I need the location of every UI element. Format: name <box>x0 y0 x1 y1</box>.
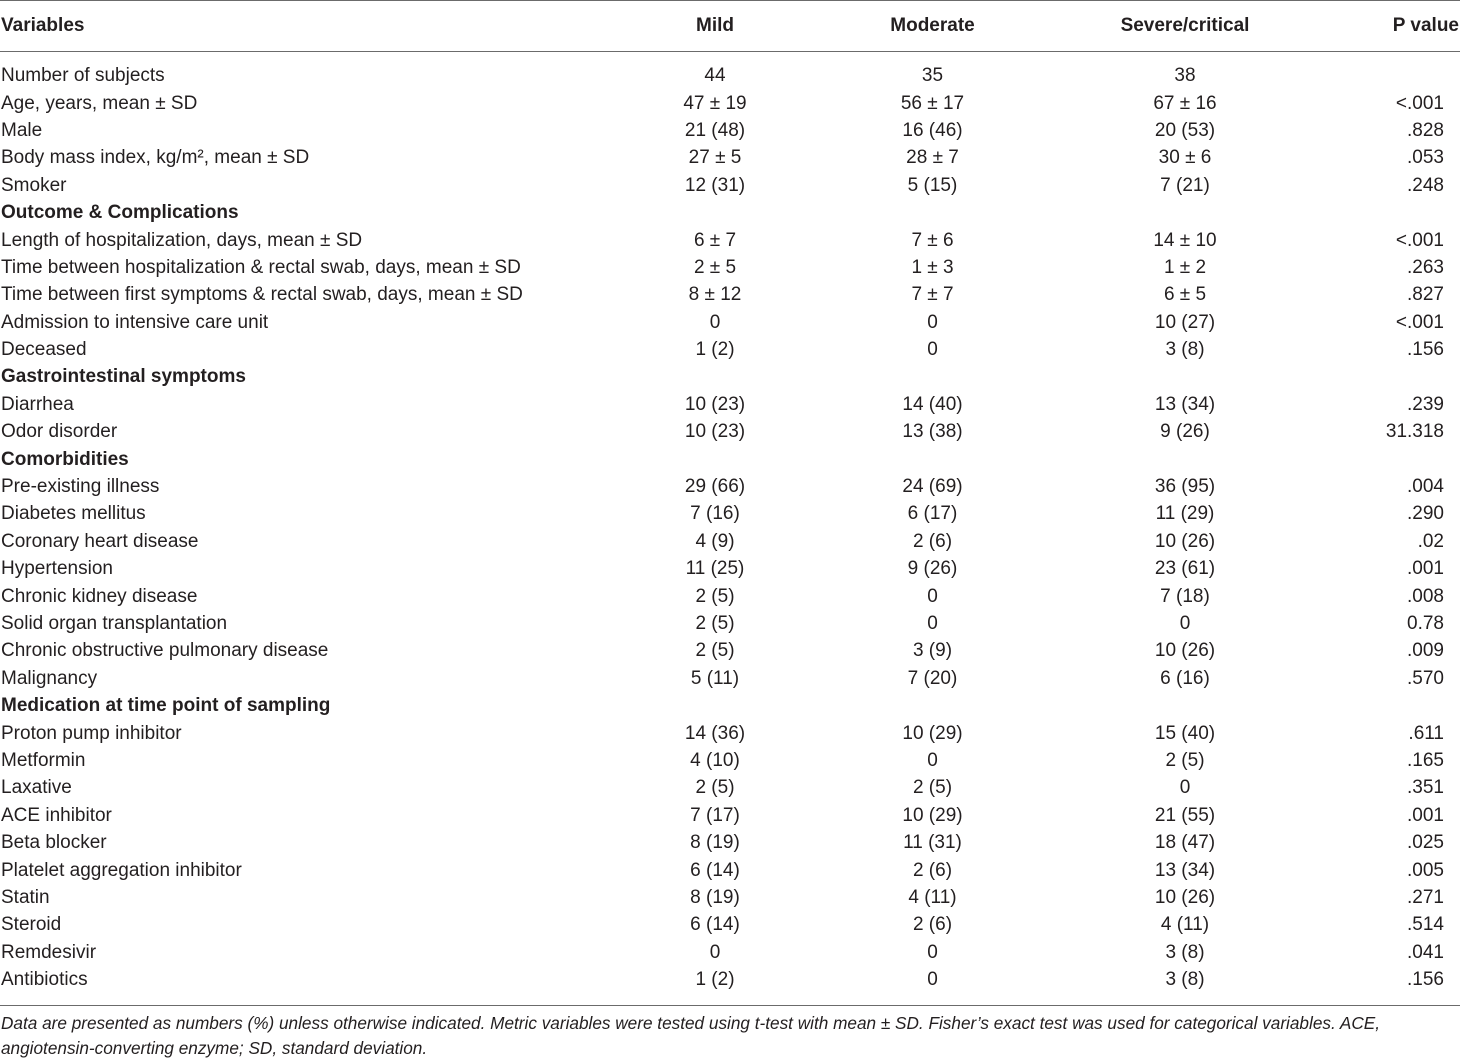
cell-moderate: 0 <box>927 969 938 991</box>
cell-variable: Body mass index, kg/m², mean ± SD <box>1 147 310 169</box>
cell-p-value: .02 <box>1417 530 1444 552</box>
cell-severe-critical: 0 <box>1179 613 1191 634</box>
cell-mild: 6 ± 7 <box>693 229 737 251</box>
cell-variable: Remdesivir <box>1 941 97 963</box>
cell-severe-critical: 7 (21) <box>1160 174 1210 196</box>
table-row <box>0 254 1460 281</box>
cell-severe-critical: 14 ± 10 <box>1153 229 1217 251</box>
cell-p-value: .156 <box>1407 969 1444 991</box>
table-row <box>0 966 1460 993</box>
table-row <box>0 528 1460 555</box>
cell-variable: Time between hospitalization & rectal swab, days, mean ± SD <box>1 256 521 278</box>
cell-moderate: 0 <box>927 311 938 333</box>
cell-mild: 2 (5) <box>695 585 735 607</box>
cell-severe-critical: 10 (27) <box>1154 311 1216 333</box>
table-row <box>0 473 1460 500</box>
cell-variable: Coronary heart disease <box>1 530 199 552</box>
cell-mild: 21 (48) <box>684 119 746 141</box>
cell-moderate: 56 ± 17 <box>900 92 965 114</box>
cell-p-value: 31.318 <box>1385 421 1444 443</box>
cell-severe-critical: 4 (11) <box>1160 914 1210 936</box>
header-moderate: Moderate <box>890 15 975 36</box>
table-row <box>0 719 1460 746</box>
cell-variable: Steroid <box>1 914 62 936</box>
cell-severe-critical: 67 ± 16 <box>1153 92 1217 114</box>
cell-severe-critical: 3 (8) <box>1165 339 1205 361</box>
cell-severe-critical: 9 (26) <box>1160 421 1210 443</box>
cell-mild: 8 (19) <box>690 832 740 854</box>
cell-mild: 1 (2) <box>695 339 735 361</box>
cell-p-value: .001 <box>1407 804 1444 826</box>
table-row <box>0 829 1460 856</box>
section-title: Outcome & Complications <box>1 202 239 224</box>
table-row <box>0 884 1460 911</box>
cell-mild: 11 (25) <box>685 558 745 580</box>
cell-moderate: 28 ± 7 <box>906 147 959 169</box>
section-title: Gastrointestinal symptoms <box>1 366 246 388</box>
cell-variable: Diarrhea <box>1 393 74 415</box>
cell-severe-critical: 10 (26) <box>1154 886 1216 908</box>
cell-variable: Solid organ transplantation <box>1 613 228 634</box>
table-row <box>0 939 1460 966</box>
cell-variable: Pre-existing illness <box>1 476 160 498</box>
cell-variable: Number of subjects <box>1 65 165 87</box>
cell-variable: Metformin <box>1 749 86 771</box>
cell-p-value: .271 <box>1407 886 1444 908</box>
cell-variable: Antibiotics <box>1 969 88 991</box>
cell-severe-critical: 1 ± 2 <box>1163 256 1207 278</box>
cell-moderate: 7 ± 7 <box>911 284 954 306</box>
cell-variable: Time between first symptoms & rectal swab, days, mean ± SD <box>1 284 523 306</box>
cell-moderate: 4 (11) <box>908 886 957 908</box>
cell-severe-critical: 6 ± 5 <box>1163 284 1207 306</box>
cell-severe-critical: 7 (18) <box>1160 585 1210 607</box>
cell-moderate: 2 (5) <box>912 777 953 799</box>
cell-moderate: 0 <box>927 585 938 607</box>
cell-moderate: 10 (29) <box>902 722 963 744</box>
header-spacer <box>0 52 1460 62</box>
table-footnote: Data are presented as numbers (%) unless otherwise indicated. Metric variables were tested using t-test with mean ± SD. Fisher’s exact test was used for categorical variables. ACE, angiotensin-converting enzyme; SD, standard deviation. <box>1 1013 1380 1058</box>
cell-moderate: 1 ± 3 <box>911 256 954 278</box>
table-header <box>0 0 1460 52</box>
cell-p-value: .827 <box>1407 284 1444 306</box>
cell-moderate: 11 (31) <box>903 832 962 854</box>
cell-variable: Hypertension <box>1 558 113 580</box>
cell-variable: Male <box>1 119 43 141</box>
cell-mild: 27 ± 5 <box>688 147 742 169</box>
cell-p-value: .005 <box>1407 859 1444 881</box>
cell-mild: 10 (23) <box>684 421 746 443</box>
cell-p-value: .263 <box>1407 256 1444 278</box>
cell-moderate: 5 (15) <box>907 174 958 196</box>
cell-moderate: 9 (26) <box>907 558 958 580</box>
cell-variable: Chronic obstructive pulmonary disease <box>1 640 329 662</box>
cell-severe-critical: 13 (34) <box>1154 393 1216 415</box>
cell-mild: 6 (14) <box>690 859 740 881</box>
cell-mild: 8 ± 12 <box>688 284 742 306</box>
cell-moderate: 16 (46) <box>902 119 963 141</box>
cell-variable: Chronic kidney disease <box>1 585 198 607</box>
table-row <box>0 500 1460 527</box>
section-title: Medication at time point of sampling <box>1 695 331 717</box>
cell-mild: 6 (14) <box>690 914 740 936</box>
cell-p-value: .156 <box>1407 339 1444 361</box>
table-row <box>0 856 1460 883</box>
table-body <box>0 52 1460 993</box>
cell-variable: Odor disorder <box>1 421 118 443</box>
table-row <box>0 637 1460 664</box>
cell-p-value: .165 <box>1407 749 1444 771</box>
section-header-row <box>0 445 1460 472</box>
cell-severe-critical: 21 (55) <box>1154 804 1216 826</box>
cell-mild: 47 ± 19 <box>683 92 747 114</box>
cell-moderate: 14 (40) <box>902 393 963 415</box>
cell-mild: 2 ± 5 <box>693 256 737 278</box>
cell-p-value: .611 <box>1408 722 1444 744</box>
cell-p-value: .004 <box>1407 476 1444 498</box>
cell-p-value: .248 <box>1407 174 1444 196</box>
cell-variable: Smoker <box>1 174 67 196</box>
cell-p-value: <.001 <box>1395 229 1444 251</box>
cell-variable: Statin <box>1 886 50 908</box>
cell-severe-critical: 3 (8) <box>1165 941 1205 963</box>
cell-moderate: 3 (9) <box>912 640 953 662</box>
cell-mild: 7 (17) <box>690 804 740 826</box>
cell-moderate: 10 (29) <box>902 804 963 826</box>
cell-p-value: .009 <box>1407 640 1444 662</box>
cell-p-value: <.001 <box>1395 92 1444 114</box>
table-row <box>0 665 1460 692</box>
cell-variable: Beta blocker <box>1 832 107 854</box>
cell-p-value: .053 <box>1407 147 1444 169</box>
cell-severe-critical: 2 (5) <box>1165 749 1205 771</box>
table-row <box>0 911 1460 938</box>
cell-mild: 0 <box>709 941 721 963</box>
cell-mild: 0 <box>709 311 721 333</box>
cell-variable: Malignancy <box>1 667 98 689</box>
table-row <box>0 172 1460 199</box>
header-severe-critical: Severe/critical <box>1120 15 1250 36</box>
cell-p-value: .514 <box>1407 914 1444 936</box>
cell-severe-critical: 11 (29) <box>1155 503 1215 525</box>
table-row <box>0 309 1460 336</box>
table-row <box>0 610 1460 637</box>
cell-moderate: 6 (17) <box>907 503 958 525</box>
section-title: Comorbidities <box>1 448 129 470</box>
cell-variable: Diabetes mellitus <box>1 503 146 525</box>
cell-variable: Platelet aggregation inhibitor <box>1 859 242 881</box>
cell-mild: 7 (16) <box>690 503 740 525</box>
table-row <box>0 802 1460 829</box>
cell-p-value <box>1330 62 1460 89</box>
cell-mild: 44 <box>704 65 726 87</box>
table-row <box>0 89 1460 116</box>
cell-severe-critical: 30 ± 6 <box>1158 147 1212 169</box>
cell-severe-critical: 36 (95) <box>1154 476 1216 498</box>
cell-p-value: .025 <box>1407 832 1444 854</box>
cell-moderate: 24 (69) <box>902 476 963 498</box>
cell-mild: 12 (31) <box>684 174 746 196</box>
cell-mild: 4 (10) <box>690 749 740 771</box>
cell-moderate: 0 <box>927 941 938 963</box>
cell-severe-critical: 10 (26) <box>1154 640 1216 662</box>
cell-mild: 10 (23) <box>684 393 746 415</box>
cell-moderate: 0 <box>927 749 938 771</box>
cell-p-value: <.001 <box>1395 311 1444 333</box>
cell-mild: 2 (5) <box>695 640 735 662</box>
table-row <box>0 144 1460 171</box>
header-p-value: P value <box>1392 15 1459 36</box>
cell-mild: 2 (5) <box>695 777 735 799</box>
table-row <box>0 391 1460 418</box>
cell-moderate: 2 (6) <box>912 859 953 881</box>
cell-mild: 5 (11) <box>690 667 740 689</box>
cell-p-value: .290 <box>1407 503 1444 525</box>
cell-moderate: 2 (6) <box>912 530 953 552</box>
cell-moderate: 35 <box>921 65 944 87</box>
cell-severe-critical: 10 (26) <box>1154 530 1216 552</box>
cell-p-value: 0.78 <box>1407 613 1444 634</box>
cell-mild: 8 (19) <box>690 886 740 908</box>
table-row <box>0 555 1460 582</box>
cell-variable: Deceased <box>1 339 87 361</box>
table-row <box>0 747 1460 774</box>
cell-p-value: .828 <box>1407 119 1444 141</box>
table-row <box>0 117 1460 144</box>
cell-severe-critical: 6 (16) <box>1160 667 1210 689</box>
header-mild: Mild <box>696 15 734 36</box>
cell-moderate: 0 <box>927 339 938 361</box>
cell-severe-critical: 0 <box>1179 777 1191 799</box>
cell-severe-critical: 13 (34) <box>1154 859 1216 881</box>
cell-variable: Proton pump inhibitor <box>1 722 182 744</box>
cell-variable: Age, years, mean ± SD <box>1 92 198 114</box>
cell-p-value: .041 <box>1407 941 1444 963</box>
cell-mild: 1 (2) <box>695 969 735 991</box>
cell-mild: 4 (9) <box>695 530 735 552</box>
cell-variable: ACE inhibitor <box>1 804 112 826</box>
cell-moderate: 2 (6) <box>912 914 953 936</box>
cell-variable: Length of hospitalization, days, mean ± SD <box>1 229 363 251</box>
table-row <box>0 582 1460 609</box>
cell-p-value: .351 <box>1407 777 1444 799</box>
cell-p-value: .001 <box>1407 558 1444 580</box>
cell-moderate: 13 (38) <box>902 421 963 443</box>
table-row <box>0 281 1460 308</box>
table-bottom-rule <box>0 1005 1460 1006</box>
cell-severe-critical: 15 (40) <box>1154 722 1216 744</box>
table-row <box>0 336 1460 363</box>
cell-variable: Laxative <box>1 777 72 799</box>
section-header-row <box>0 692 1460 719</box>
cell-moderate: 7 ± 6 <box>911 229 954 251</box>
table-row <box>0 418 1460 445</box>
cell-variable: Admission to intensive care unit <box>1 311 269 333</box>
section-header-row <box>0 363 1460 390</box>
cell-p-value: .008 <box>1407 585 1444 607</box>
cell-p-value: .239 <box>1407 393 1444 415</box>
table-row <box>0 62 1460 89</box>
table-row <box>0 774 1460 801</box>
cell-mild: 2 (5) <box>695 613 735 634</box>
cell-severe-critical: 3 (8) <box>1165 969 1205 991</box>
cell-p-value: .570 <box>1407 667 1444 689</box>
header-row <box>0 0 1460 52</box>
cell-moderate: 0 <box>927 613 938 634</box>
cell-mild: 14 (36) <box>684 722 746 744</box>
cell-severe-critical: 38 <box>1174 65 1196 87</box>
table-row <box>0 226 1460 253</box>
header-variables: Variables <box>1 15 85 36</box>
cell-moderate: 7 (20) <box>907 667 958 689</box>
cell-severe-critical: 23 (61) <box>1154 558 1216 580</box>
cell-mild: 29 (66) <box>684 476 746 498</box>
section-header-row <box>0 199 1460 226</box>
cell-severe-critical: 18 (47) <box>1154 832 1216 854</box>
cell-severe-critical: 20 (53) <box>1154 119 1216 141</box>
